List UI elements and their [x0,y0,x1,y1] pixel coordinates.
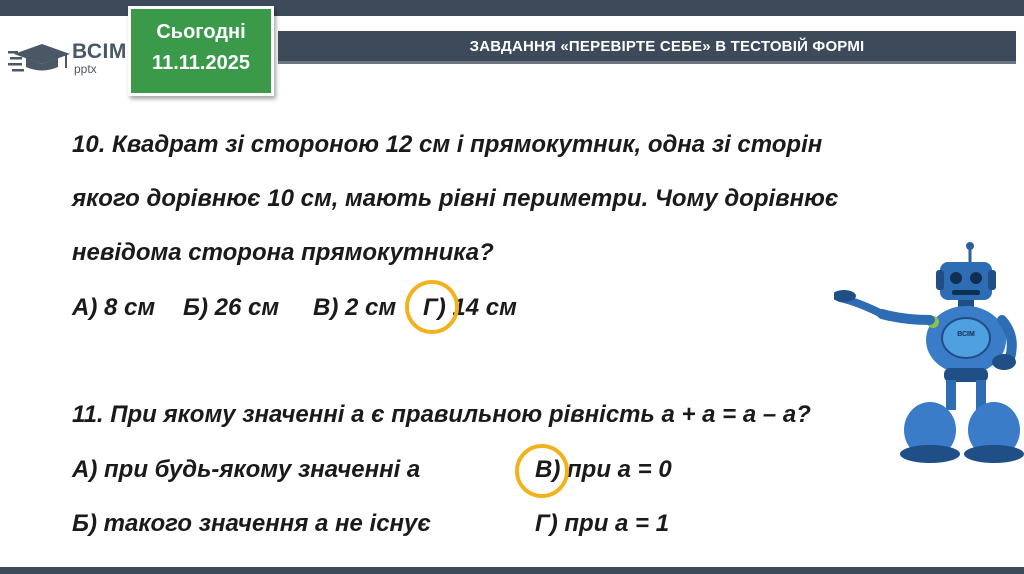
bottom-bar [0,567,1024,574]
q11-option-b: Б) такого значення а не існує [72,510,431,537]
vsim-logo [8,40,126,78]
logo-text: ВСІМ [72,40,127,63]
answer-mark-circle [515,444,569,498]
q10-option-g: Г) 14 см [423,294,517,321]
q11-option-g: Г) при а = 1 [535,510,670,537]
question-10-line-1: 10. Квадрат зі стороною 12 см і прямокутник, одна зі сторін [72,131,823,158]
question-10-line-2: якого дорівнює 10 см, мають рівні периметри. Чому дорівнює [72,185,839,212]
q11-option-v: В) при а = 0 [535,456,672,483]
q10-option-b: Б) 26 см [183,294,280,321]
date-label: Сьогодні [156,21,246,43]
page-title: ЗАВДАННЯ «ПЕРЕВІРТЕ СЕБЕ» В ТЕСТОВІЙ ФОРМІ [469,37,865,55]
date-card [128,6,274,96]
question-11-text: 11. При якому значенні а є правильною рівність а + а = а – а? [72,401,811,428]
robot-mascot [834,240,1024,465]
logo-subtext: pptx [74,62,97,76]
header-bar [278,31,1016,64]
q10-option-a: А) 8 см [72,294,156,321]
graduation-cap-icon [8,40,72,78]
date-value: 11.11.2025 [152,52,250,74]
answer-mark-circle [405,280,459,334]
q11-option-a: А) при будь-якому значенні а [72,456,421,483]
q10-option-v: В) 2 см [313,294,397,321]
robot-badge-text: ВСІМ [957,331,975,338]
question-10-line-3: невідома сторона прямокутника? [72,239,494,266]
